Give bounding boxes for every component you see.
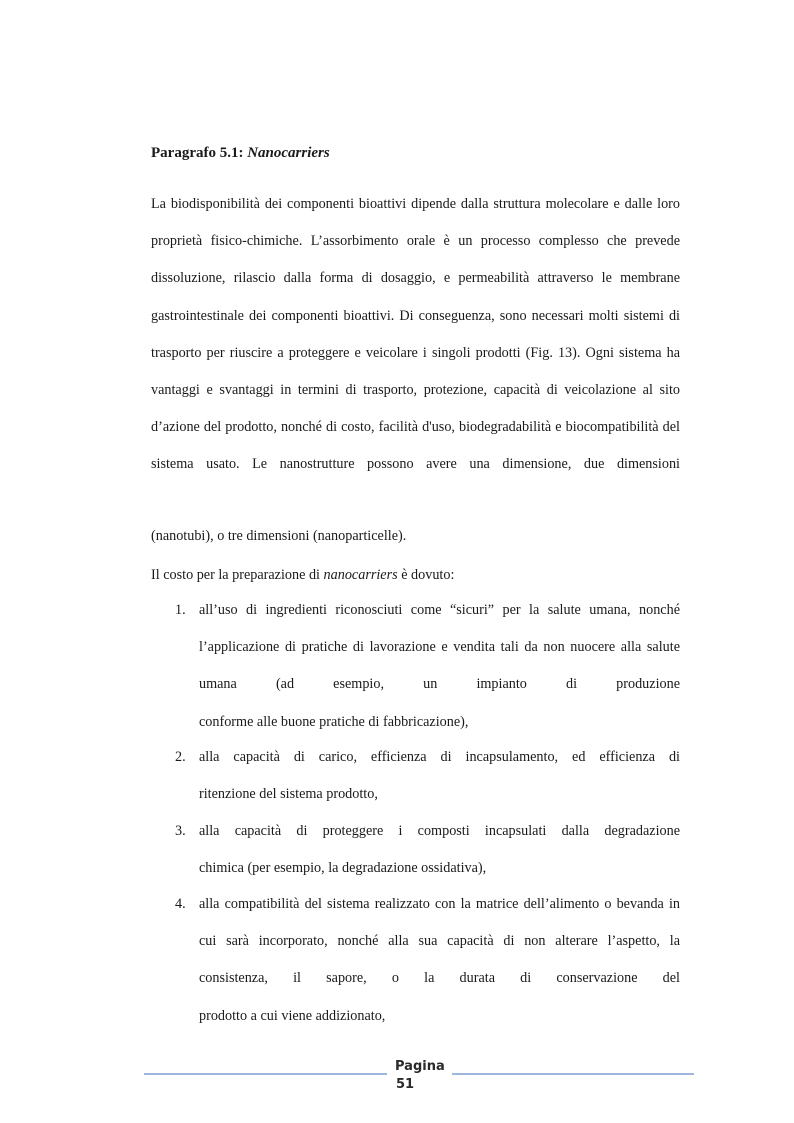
list-item-text-end: ritenzione del sistema prodotto, [199, 786, 378, 803]
paragraph-2-italic: nanocarriers [323, 567, 398, 583]
list-item-number: 2. [175, 749, 186, 765]
list-item-text-end: prodotto a cui viene addizionato, [199, 1007, 386, 1024]
section-label: Paragrafo 5.1: [151, 145, 244, 161]
page-label: Pagina [395, 1059, 445, 1074]
list-item-number: 4. [175, 896, 186, 912]
list-item-text: alla compatibilità del sistema realizzato con la matrice dell’alimento o bevanda in cui sarà incorporato, nonché alla sua capacità di non alterare l’aspetto, la consistenza, il sapore, o la durata di conservazione del [199, 896, 680, 987]
paragraph-2-before: Il costo per la preparazione di [151, 567, 324, 583]
list-item-text-end: conforme alle buone pratiche di fabbricazione), [199, 713, 469, 730]
list-item-number: 3. [175, 823, 186, 839]
paragraph-2-after: è dovuto: [397, 567, 455, 583]
footer-rule-right [452, 1073, 694, 1075]
list-item-text: alla capacità di carico, efficienza di incapsulamento, ed efficienza di [199, 749, 680, 765]
paragraph-2 [151, 560, 454, 590]
section-title: Nanocarriers [247, 145, 330, 161]
footer-rule-left [144, 1073, 387, 1075]
paragraph-1: La biodisponibilità dei componenti bioattivi dipende dalla struttura molecolare e dalle loro proprietà fisico-chimiche. L’assorbimento orale è un processo complesso che prevede dissoluzione, rilascio dalla forma di dosaggio, e permeabilità attraverso le membrane gastrointestinale dei componenti bioattivi. Di conseguenza, sono necessari molti sistemi di trasporto per riuscire a proteggere e veicolare i singoli prodotti (Fig. 13). Ogni sistema ha vantaggi e svantaggi in termini di trasporto, protezione, capacità di veicolazione al sito d’azione del prodotto, nonché di costo, facilità d'uso, biodegradabilità e biocompatibilità del sistema usato. Le nanostrutture possono avere una dimensione, due dimensioni [151, 196, 680, 473]
list-item-text: alla capacità di proteggere i composti incapsulati dalla degradazione [199, 823, 680, 839]
list-item-number: 1. [175, 602, 186, 618]
paragraph-1-end: (nanotubi), o tre dimensioni (nanoparticelle). [151, 528, 407, 544]
list-item-text-end: chimica (per esempio, la degradazione ossidativa), [199, 860, 487, 877]
list-item-text: all’uso di ingredienti riconosciuti come “sicuri” per la salute umana, nonché l’applicazione di pratiche di lavorazione e vendita tali da non nuocere alla salute umana (ad esempio, un impianto di produzione [199, 602, 680, 693]
section-heading [151, 145, 330, 162]
page-number: 51 [396, 1077, 415, 1092]
